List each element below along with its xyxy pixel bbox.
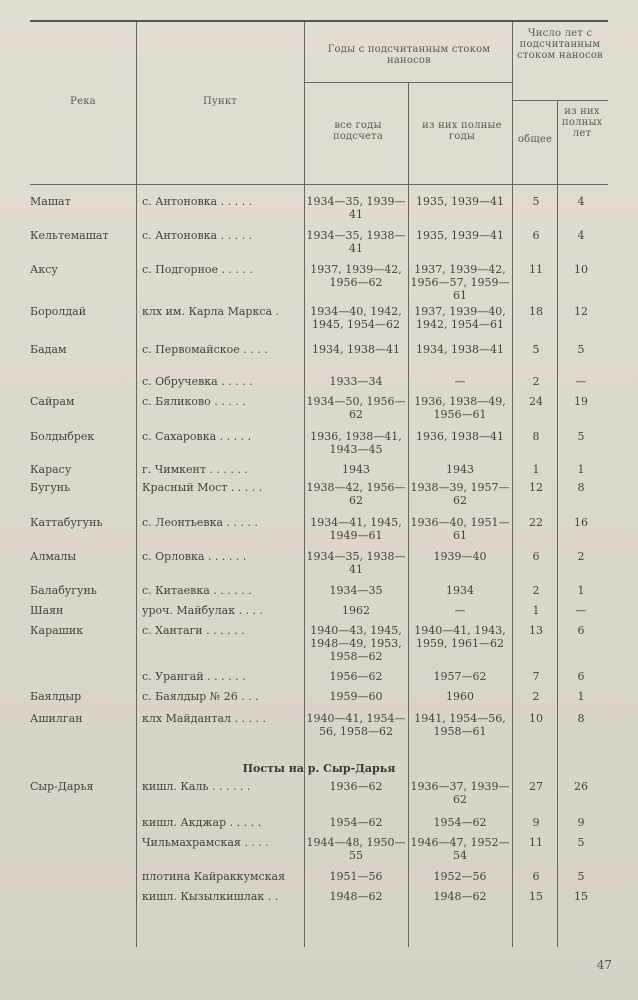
cell-all: 1944—48, 1950—55: [306, 836, 406, 862]
cell-all: 1934—35: [329, 584, 383, 597]
cell-full: —: [454, 604, 466, 617]
cell-full: 1936—40, 1951—61: [410, 516, 510, 542]
cell-full: 1943: [446, 463, 474, 476]
cell-full: 1940—41, 1943, 1959, 1961—62: [414, 624, 506, 650]
cell-all: 1937, 1939—42, 1956—62: [310, 263, 402, 289]
cell-river: Шаян: [30, 604, 64, 617]
cell-river: Кельтемашат: [30, 229, 109, 242]
cell-point: с. Урангай . . . . . .: [142, 670, 246, 683]
cell-point: с. Антоновка . . . . .: [142, 229, 253, 242]
header-years-group: Годы с подсчитанным стоком наносов: [327, 44, 491, 66]
header-total: общее: [517, 134, 553, 145]
cell-full-count: 1: [577, 463, 585, 476]
cell-full-count: 16: [574, 516, 588, 529]
cell-full-count: 4: [577, 195, 585, 208]
cell-full: 1938—39, 1957—62: [410, 481, 510, 507]
cell-point: с. Хантаги . . . . . .: [142, 624, 245, 637]
cell-all: 1934—40, 1942, 1945, 1954—62: [310, 305, 402, 331]
cell-total: 6: [532, 870, 540, 883]
cell-full: 1934: [446, 584, 474, 597]
cell-point: Красный Мост . . . . .: [142, 481, 263, 494]
cell-full: 1936, 1938—49, 1956—61: [414, 395, 506, 421]
cell-total: 2: [532, 584, 540, 597]
cell-all: 1934—50, 1956—62: [306, 395, 406, 421]
cell-point: с. Обручевка . . . . .: [142, 375, 253, 388]
cell-total: 13: [529, 624, 543, 637]
cell-river: Боролдай: [30, 305, 87, 318]
cell-total: 9: [532, 816, 540, 829]
header-rule: [304, 82, 512, 83]
cell-point: г. Чимкент . . . . . .: [142, 463, 248, 476]
cell-total: 8: [532, 430, 540, 443]
header-all-years: все годы подсчета: [332, 120, 384, 142]
cell-full: —: [454, 375, 466, 388]
column-divider: [408, 82, 409, 947]
cell-full: 1957—62: [433, 670, 487, 683]
cell-total: 12: [529, 481, 543, 494]
cell-full-count: —: [575, 375, 587, 388]
cell-full: 1934, 1938—41: [416, 343, 504, 356]
cell-river: Каттабугунь: [30, 516, 103, 529]
cell-all: 1940—43, 1945, 1948—49, 1953, 1958—62: [310, 624, 402, 663]
cell-full: 1941, 1954—56, 1958—61: [414, 712, 506, 738]
cell-river: Сайрам: [30, 395, 75, 408]
cell-total: 5: [532, 343, 540, 356]
cell-point: с. Леонтьевка . . . . .: [142, 516, 258, 529]
cell-point: уроч. Майбулак . . . .: [142, 604, 264, 617]
cell-total: 5: [532, 195, 540, 208]
cell-river: Алмалы: [30, 550, 77, 563]
cell-full-count: —: [575, 604, 587, 617]
cell-full-count: 26: [574, 780, 588, 793]
cell-total: 2: [532, 375, 540, 388]
cell-river: Карашик: [30, 624, 84, 637]
cell-full: 1936, 1938—41: [416, 430, 504, 443]
cell-point: с. Сахаровка . . . . .: [142, 430, 252, 443]
cell-total: 15: [529, 890, 543, 903]
cell-full: 1937, 1939—40, 1942, 1954—61: [414, 305, 506, 331]
cell-full-count: 5: [577, 430, 585, 443]
cell-point: плотина Кайраккумская: [142, 870, 286, 883]
cell-point: кишл. Каль . . . . . .: [142, 780, 251, 793]
cell-full: 1960: [446, 690, 474, 703]
cell-total: 6: [532, 550, 540, 563]
page-number: 47: [596, 958, 612, 972]
cell-all: 1962: [342, 604, 370, 617]
cell-all: 1934—35, 1938—41: [306, 550, 406, 576]
cell-full-count: 1: [577, 690, 585, 703]
cell-point: с. Первомайское . . . .: [142, 343, 268, 356]
cell-point: с. Антоновка . . . . .: [142, 195, 253, 208]
section-title: Посты на р. Сыр-Дарья: [242, 762, 396, 775]
cell-full: 1936—37, 1939—62: [410, 780, 510, 806]
header-point: Пункт: [202, 96, 238, 107]
cell-point: с. Подгорное . . . . .: [142, 263, 253, 276]
cell-all: 1956—62: [329, 670, 383, 683]
cell-river: Карасу: [30, 463, 72, 476]
cell-point: клх им. Карла Маркса .: [142, 305, 280, 318]
cell-all: 1943: [342, 463, 370, 476]
header-rule: [512, 100, 608, 101]
cell-all: 1940—41, 1954—56, 1958—62: [306, 712, 406, 738]
cell-all: 1934—41, 1945, 1949—61: [310, 516, 402, 542]
cell-river: Бугунь: [30, 481, 71, 494]
cell-full-count: 1: [577, 584, 585, 597]
cell-total: 1: [532, 604, 540, 617]
header-bottom-rule: [30, 184, 608, 185]
cell-all: 1938—42, 1956—62: [306, 481, 406, 507]
cell-full: 1952—56: [433, 870, 487, 883]
header-full-count: из них полных лет: [562, 106, 603, 139]
cell-full-count: 5: [577, 343, 585, 356]
cell-total: 18: [529, 305, 543, 318]
cell-river: Болдыбрек: [30, 430, 95, 443]
cell-full-count: 2: [577, 550, 585, 563]
cell-full: 1935, 1939—41: [416, 195, 504, 208]
cell-full-count: 5: [577, 870, 585, 883]
cell-full: 1954—62: [433, 816, 487, 829]
cell-all: 1959—60: [329, 690, 383, 703]
cell-full-count: 15: [574, 890, 588, 903]
cell-all: 1954—62: [329, 816, 383, 829]
header-full-years: из них полные годы: [422, 120, 502, 142]
cell-full-count: 8: [577, 712, 585, 725]
cell-total: 1: [532, 463, 540, 476]
cell-total: 24: [529, 395, 543, 408]
cell-total: 2: [532, 690, 540, 703]
cell-all: 1933—34: [329, 375, 383, 388]
cell-point: кишл. Акджар . . . . .: [142, 816, 262, 829]
cell-full: 1946—47, 1952—54: [410, 836, 510, 862]
cell-all: 1934—35, 1938—41: [306, 229, 406, 255]
cell-point: Чильмахрамская . . . .: [142, 836, 269, 849]
cell-full-count: 12: [574, 305, 588, 318]
cell-full-count: 8: [577, 481, 585, 494]
cell-all: 1934, 1938—41: [312, 343, 400, 356]
cell-full-count: 19: [574, 395, 588, 408]
cell-total: 27: [529, 780, 543, 793]
cell-total: 11: [529, 263, 543, 276]
cell-full: 1937, 1939—42, 1956—57, 1959—61: [410, 263, 510, 302]
cell-total: 10: [529, 712, 543, 725]
cell-all: 1934—35, 1939—41: [306, 195, 406, 221]
cell-full: 1948—62: [433, 890, 487, 903]
cell-full-count: 5: [577, 836, 585, 849]
cell-point: кишл. Кызылкишлак . .: [142, 890, 279, 903]
header-river: Река: [70, 96, 96, 107]
cell-point: с. Китаевка . . . . . .: [142, 584, 252, 597]
cell-total: 22: [529, 516, 543, 529]
cell-river: Сыр-Дарья: [30, 780, 94, 793]
cell-river: Машат: [30, 195, 71, 208]
cell-total: 7: [532, 670, 540, 683]
cell-point: с. Орловка . . . . . .: [142, 550, 247, 563]
column-divider: [136, 22, 137, 947]
cell-full: 1939—40: [433, 550, 487, 563]
cell-total: 11: [529, 836, 543, 849]
cell-total: 6: [532, 229, 540, 242]
cell-full-count: 4: [577, 229, 585, 242]
cell-all: 1948—62: [329, 890, 383, 903]
cell-river: Ашилган: [30, 712, 83, 725]
cell-point: с. Баялдыр № 26 . . .: [142, 690, 259, 703]
cell-river: Баялдыр: [30, 690, 82, 703]
cell-all: 1936—62: [329, 780, 383, 793]
column-divider: [512, 22, 513, 947]
cell-point: с. Бяликово . . . . .: [142, 395, 246, 408]
cell-point: клх Майдантал . . . . .: [142, 712, 266, 725]
cell-river: Бадам: [30, 343, 67, 356]
cell-all: 1951—56: [329, 870, 383, 883]
cell-full-count: 9: [577, 816, 585, 829]
column-divider: [304, 22, 305, 947]
header-count-group: Число лет с подсчитанным стоком наносов: [517, 28, 603, 61]
cell-full-count: 10: [574, 263, 588, 276]
cell-full: 1935, 1939—41: [416, 229, 504, 242]
cell-full-count: 6: [577, 670, 585, 683]
cell-all: 1936, 1938—41, 1943—45: [310, 430, 402, 456]
top-rule: [30, 20, 608, 22]
cell-river: Балабугунь: [30, 584, 97, 597]
cell-full-count: 6: [577, 624, 585, 637]
cell-river: Аксу: [30, 263, 58, 276]
